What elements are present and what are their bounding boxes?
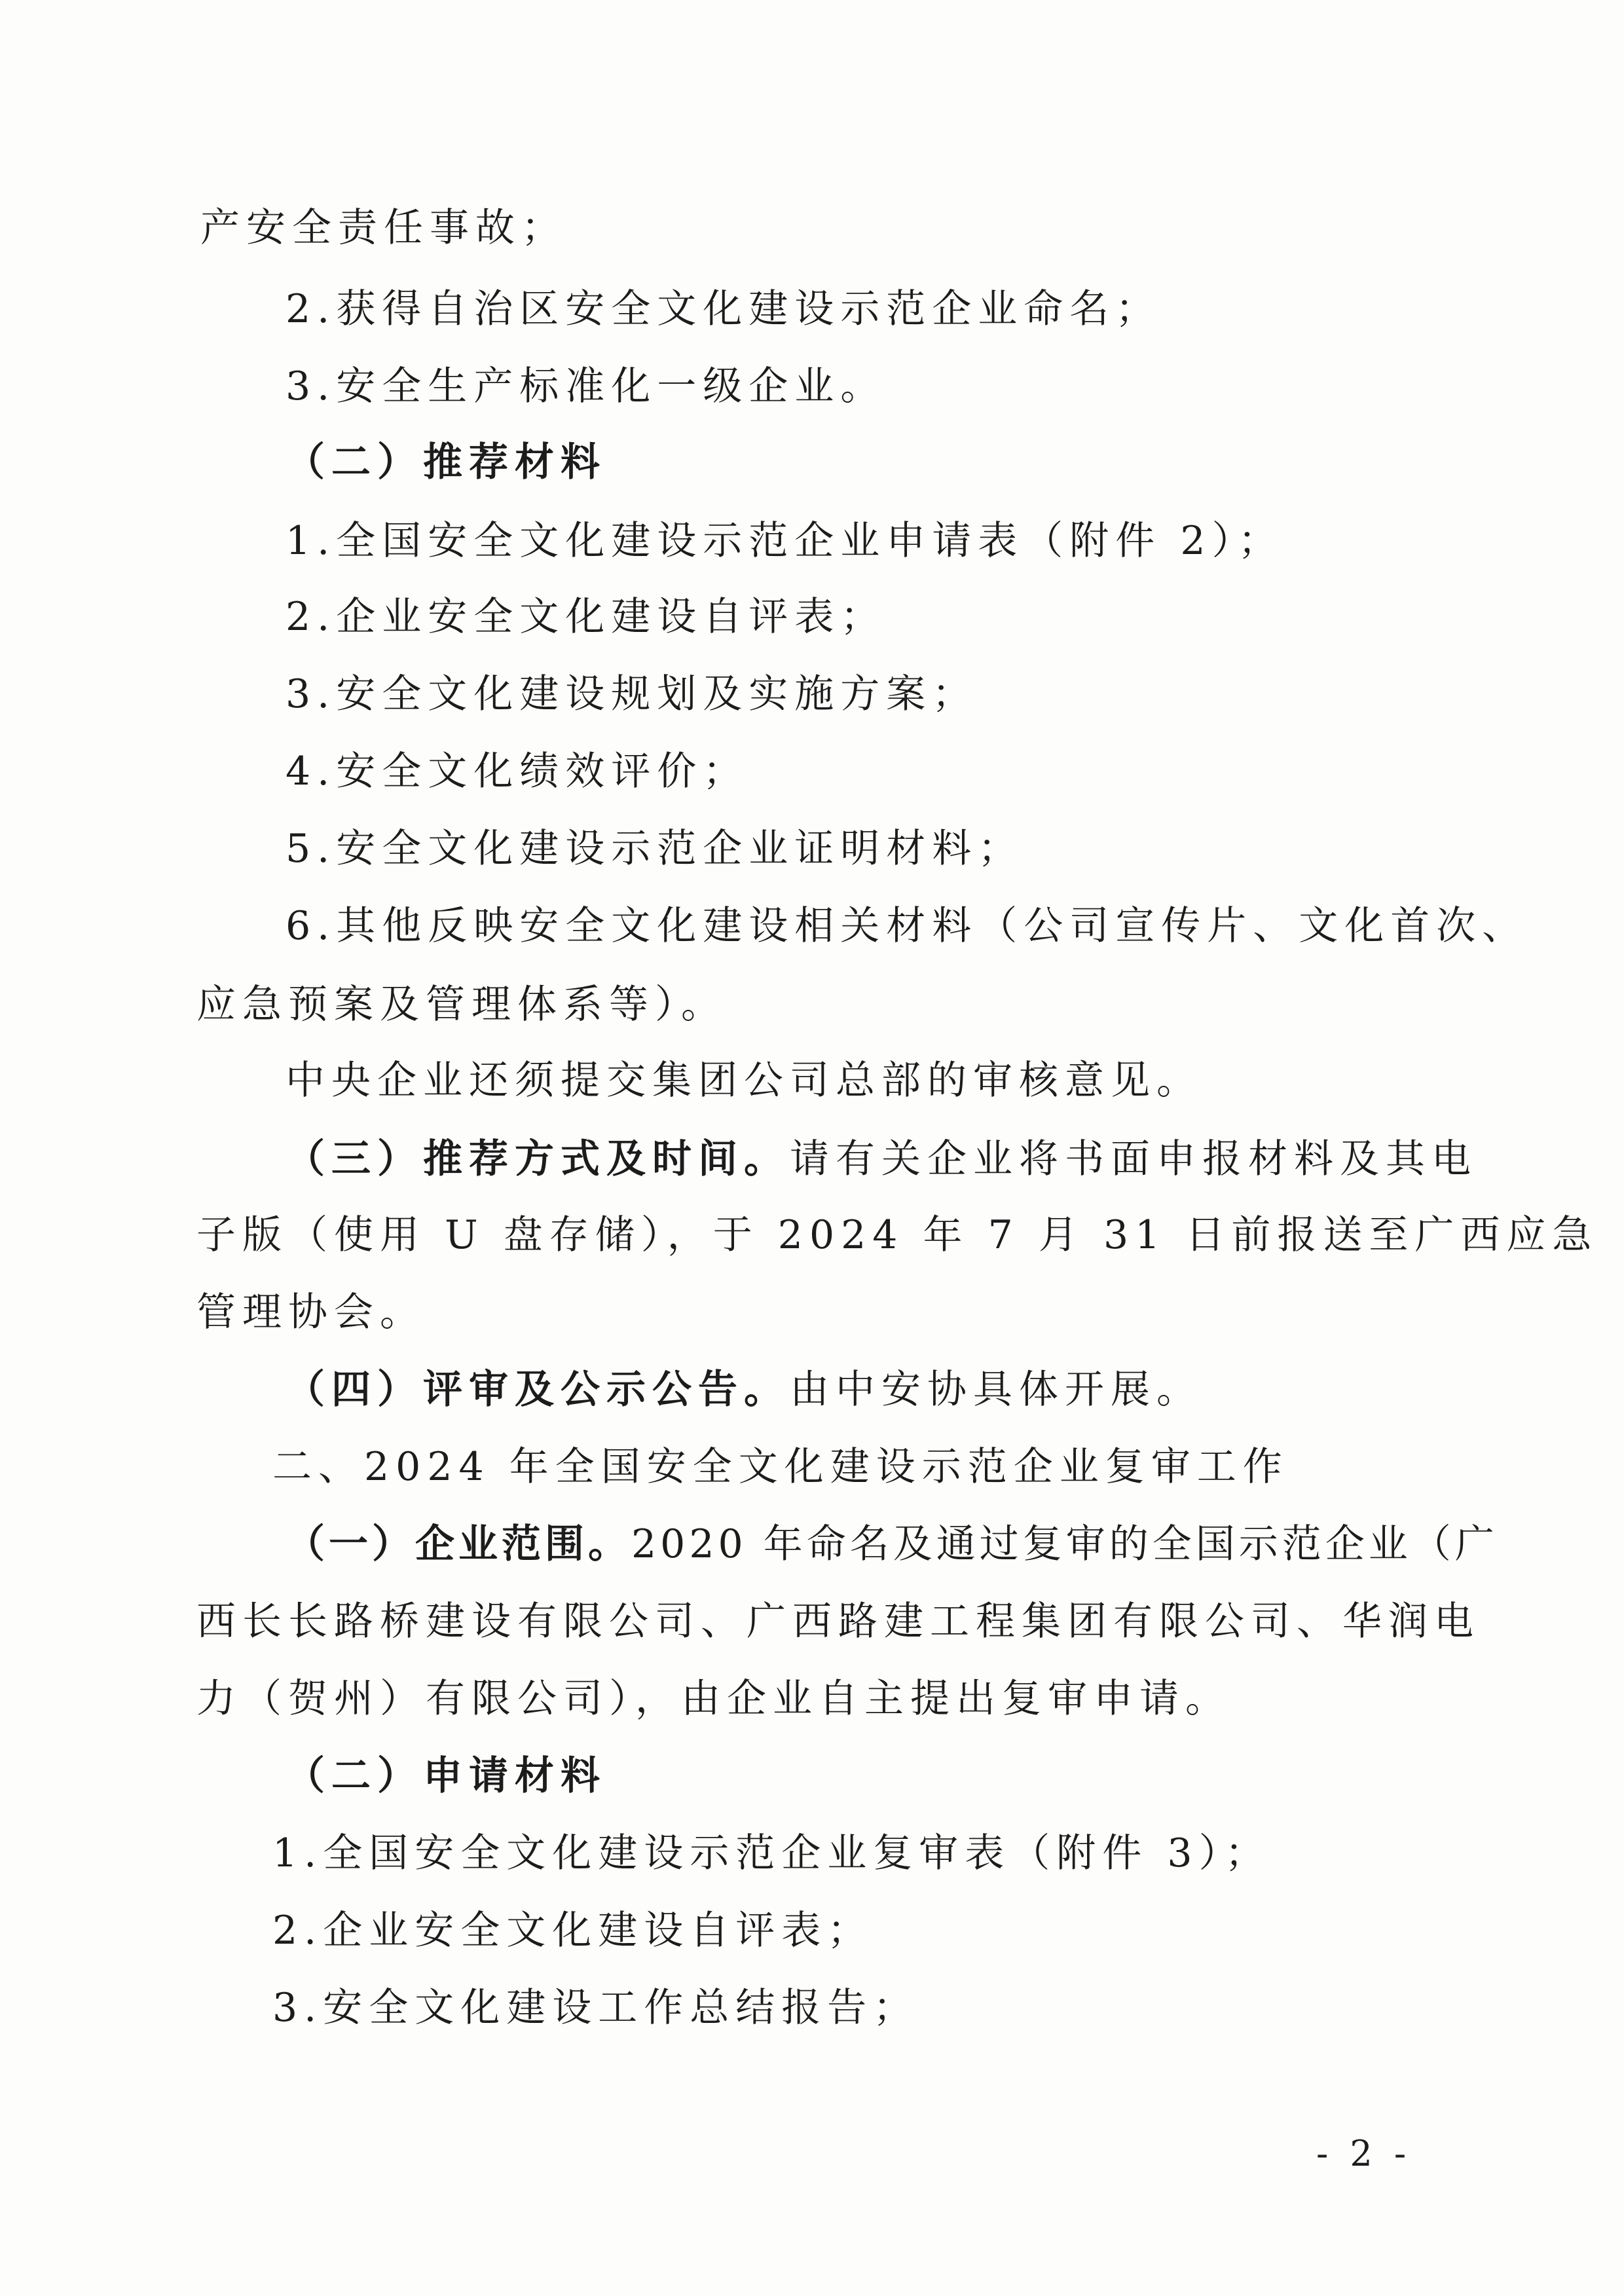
page-number: - 2 - [1316, 2133, 1412, 2174]
paragraph-line: （三）推荐方式及时间。请有关企业将书面申报材料及其电 [286, 1136, 1477, 1182]
section-heading: （二）推荐材料 [286, 439, 606, 485]
list-item: 3.安全文化建设工作总结报告； [272, 1985, 919, 2031]
paragraph-line: 2.获得自治区安全文化建设示范企业命名； [286, 286, 1162, 332]
paragraph-line: （一）企业范围。2020 年命名及通过复审的全国示范企业（广 [286, 1521, 1498, 1567]
list-item: 2.企业安全文化建设自评表； [272, 1908, 874, 1953]
paragraph-line: 应急预案及管理体系等）。 [196, 982, 727, 1028]
paragraph-line: 中央企业还须提交集团公司总部的审核意见。 [286, 1058, 1202, 1103]
list-item: 2.企业安全文化建设自评表； [286, 594, 887, 640]
inline-heading: （一）企业范围。 [286, 1521, 631, 1567]
paragraph-line: 3.安全生产标准化一级企业。 [286, 363, 887, 409]
section-heading: （二）申请材料 [286, 1753, 606, 1799]
paragraph-line: 力（贺州）有限公司），由企业自主提出复审申请。 [196, 1676, 1231, 1722]
inline-heading: （三）推荐方式及时间。 [286, 1136, 790, 1182]
paragraph-line: 子版（使用 U 盘存储），于 2024 年 7 月 31 日前报送至广西应急 [196, 1212, 1598, 1258]
paragraph-line: 管理协会。 [196, 1289, 426, 1335]
list-item: 3.安全文化建设规划及实施方案； [286, 671, 978, 717]
list-item: 1.全国安全文化建设示范企业复审表（附件 3）； [272, 1830, 1271, 1876]
section-title: 二、2024 年全国安全文化建设示范企业复审工作 [272, 1444, 1289, 1490]
list-item: 6.其他反映安全文化建设相关材料（公司宣传片、文化首次、 [286, 903, 1528, 949]
paragraph-line: （四）评审及公示公告。由中安协具体开展。 [286, 1367, 1202, 1413]
paragraph-line: 西长长路桥建设有限公司、广西路建工程集团有限公司、华润电 [196, 1599, 1480, 1644]
list-item: 1.全国安全文化建设示范企业申请表（附件 2）； [286, 518, 1284, 564]
list-item: 4.安全文化绩效评价； [286, 749, 749, 794]
paragraph-line: 产安全责任事故； [200, 205, 567, 251]
inline-heading: （四）评审及公示公告。 [286, 1367, 790, 1413]
list-item: 5.安全文化建设示范企业证明材料； [286, 826, 1024, 872]
